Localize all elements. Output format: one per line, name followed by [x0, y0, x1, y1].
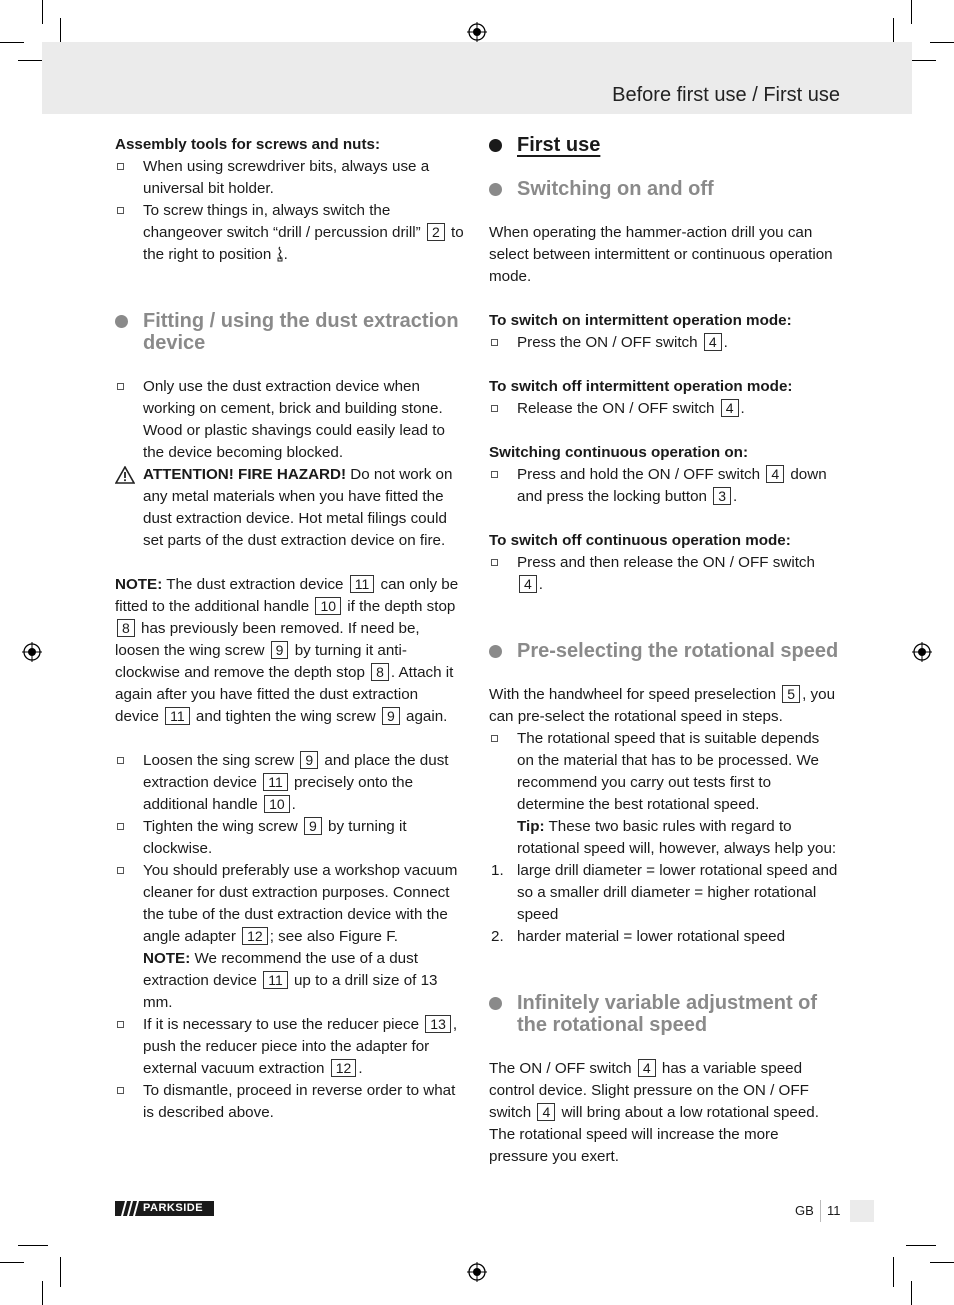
bullet-box-icon — [491, 735, 498, 742]
crop-mark — [18, 1245, 48, 1246]
left-column — [115, 134, 465, 1124]
bullet-box-icon — [117, 383, 124, 390]
list-item: Loosen the sing screw 9 and place the dust extraction device 11 precisely onto the additional handle 10 . — [115, 750, 465, 816]
ref-number: 8 — [371, 663, 389, 681]
section-heading-switching: Switching on and off — [489, 178, 839, 200]
logo-stripes-icon — [119, 1201, 141, 1216]
crop-mark — [911, 0, 912, 24]
list-item: Tighten the wing screw 9 by turning it clockwise. — [115, 816, 465, 860]
ref-number: 4 — [519, 575, 537, 593]
bullet-box-icon — [117, 1021, 124, 1028]
bullet-box-icon — [117, 823, 124, 830]
subheading: To switch off intermittent operation mode: — [489, 378, 793, 395]
bullet-box-icon — [117, 163, 124, 170]
bullet-box-icon — [491, 471, 498, 478]
numbered-item: 1. large drill diameter = lower rotational speed and so a smaller drill diameter = higher rotational speed — [491, 862, 838, 923]
ref-number: 10 — [264, 795, 290, 813]
assembly-heading: Assembly tools for screws and nuts: — [115, 136, 381, 153]
warning-note: ATTENTION! FIRE HAZARD! Do not work on any metal materials when you have fitted the dust extraction device. Hot metal filings could set parts of the dust extraction device on fire. — [115, 464, 465, 552]
note-paragraph: NOTE: The dust extraction device 11 can only be fitted to the additional handle 10 if the depth stop 8 has previously been removed. If need be, loosen the wing screw 9 by turning it anti-clockwise and remove the depth stop 8 . Attach it again after you have fitted the dust extraction device 11 and tighten the wing screw 9 again. — [115, 576, 459, 725]
crop-mark — [930, 42, 954, 43]
crop-mark — [906, 1245, 936, 1246]
ref-number: 4 — [537, 1103, 555, 1121]
section-heading-speed: Pre-selecting the rotational speed — [489, 640, 839, 662]
footer-divider — [820, 1200, 821, 1222]
list-item: To screw things in, always switch the changeover switch “drill / percussion drill” 2 to the right to position . — [115, 200, 465, 266]
bullet-box-icon — [491, 559, 498, 566]
crop-mark — [930, 1262, 954, 1263]
subheading: To switch on intermittent operation mode: — [489, 312, 792, 329]
ref-number: 9 — [300, 751, 318, 769]
ref-number: 11 — [263, 773, 288, 791]
ref-number: 5 — [782, 685, 800, 703]
list-item: The rotational speed that is suitable depends on the material that has to be processed. We recommend you carry out tests first to determine the best rotational speed. Tip: These two basic rules with regard to rotational speed will, however, always help you: — [489, 728, 839, 860]
list-item: Press the ON / OFF switch 4 . — [489, 332, 839, 354]
section-bullet-icon — [489, 997, 502, 1010]
crop-mark — [42, 0, 43, 24]
ref-number: 9 — [382, 707, 400, 725]
ref-number: 11 — [350, 575, 375, 593]
crop-mark — [911, 1281, 912, 1305]
section-bullet-icon — [115, 315, 128, 328]
crop-mark — [42, 1281, 43, 1305]
ref-number: 3 — [713, 487, 731, 505]
subheading: To switch off continuous operation mode: — [489, 532, 791, 549]
list-item: Press and then release the ON / OFF switch 4 . — [489, 552, 839, 596]
ref-number: 12 — [242, 927, 268, 945]
ref-number: 2 — [427, 223, 445, 241]
ref-number: 4 — [766, 465, 784, 483]
page-title: Before first use / First use — [612, 84, 840, 106]
bullet-box-icon — [117, 1087, 124, 1094]
ref-number: 9 — [271, 641, 289, 659]
bullet-box-icon — [491, 405, 498, 412]
list-item: Release the ON / OFF switch 4 . — [489, 398, 839, 420]
ref-number: 10 — [315, 597, 341, 615]
numbered-item: 2. harder material = lower rotational speed — [491, 928, 786, 945]
list-item: You should preferably use a workshop vacuum cleaner for dust extraction purposes. Connect the tube of the dust extraction device with the angle adapter 12 ; see also Figure F. NOTE: We recommend the use of a dust extraction device 11 up to a drill size of 13 mm. — [115, 860, 465, 1014]
speed-intro: With the handwheel for speed preselection 5 , you can pre-select the rotational speed in steps. — [489, 686, 836, 725]
ref-number: 12 — [331, 1059, 357, 1077]
bullet-box-icon — [491, 339, 498, 346]
ref-number: 13 — [425, 1015, 451, 1033]
drill-position-icon — [276, 246, 284, 262]
list-item: When using screwdriver bits, always use a universal bit holder. — [115, 156, 465, 200]
ref-number: 8 — [117, 619, 135, 637]
list-item: Press and hold the ON / OFF switch 4 down and press the locking button 3 . — [489, 464, 839, 508]
crop-mark — [60, 1257, 61, 1287]
list-item: To dismantle, proceed in reverse order to what is described above. — [115, 1080, 465, 1124]
registration-mark-icon — [912, 642, 932, 662]
bullet-box-icon — [117, 207, 124, 214]
ref-number: 4 — [704, 333, 722, 351]
section-heading-first-use: First use — [489, 134, 839, 156]
section-bullet-icon — [489, 183, 502, 196]
list-item: Only use the dust extraction device when working on cement, brick and building stone. Wood or plastic shavings could easily lead to the device becoming blocked. — [115, 376, 465, 464]
crop-mark — [0, 1262, 24, 1263]
parkside-logo: PARKSIDE — [115, 1201, 214, 1216]
warning-triangle-icon — [115, 466, 135, 484]
page-number: 11 — [827, 1203, 841, 1218]
section-bullet-icon — [489, 645, 502, 658]
registration-mark-icon — [467, 22, 487, 42]
ref-number: 11 — [165, 707, 190, 725]
bullet-box-icon — [117, 867, 124, 874]
ref-number: 4 — [721, 399, 739, 417]
section-bullet-icon — [489, 139, 502, 152]
bullet-box-icon — [117, 757, 124, 764]
ref-number: 9 — [304, 817, 322, 835]
section-heading-variable: Infinitely variable adjustment of the rotational speed — [489, 992, 839, 1036]
ref-number: 11 — [263, 971, 288, 989]
ref-number: 4 — [638, 1059, 656, 1077]
crop-mark — [893, 1257, 894, 1287]
right-column — [489, 134, 839, 1168]
list-item: If it is necessary to use the reducer piece 13 , push the reducer piece into the adapter for external vacuum extraction 12 . — [115, 1014, 465, 1080]
language-code: GB — [795, 1203, 814, 1218]
crop-mark — [0, 42, 24, 43]
subheading: Switching continuous operation on: — [489, 444, 749, 461]
registration-mark-icon — [467, 1262, 487, 1282]
registration-mark-icon — [22, 642, 42, 662]
variable-paragraph: The ON / OFF switch 4 has a variable speed control device. Slight pressure on the ON / OFF switch 4 will bring about a low rotational speed. The rotational speed will increase the more pressure you exert. — [489, 1060, 819, 1165]
footer-block — [850, 1200, 874, 1222]
section-heading-dust: Fitting / using the dust extraction device — [115, 310, 465, 354]
switching-intro: When operating the hammer-action drill you can select between intermittent or continuous operation mode. — [489, 224, 833, 285]
